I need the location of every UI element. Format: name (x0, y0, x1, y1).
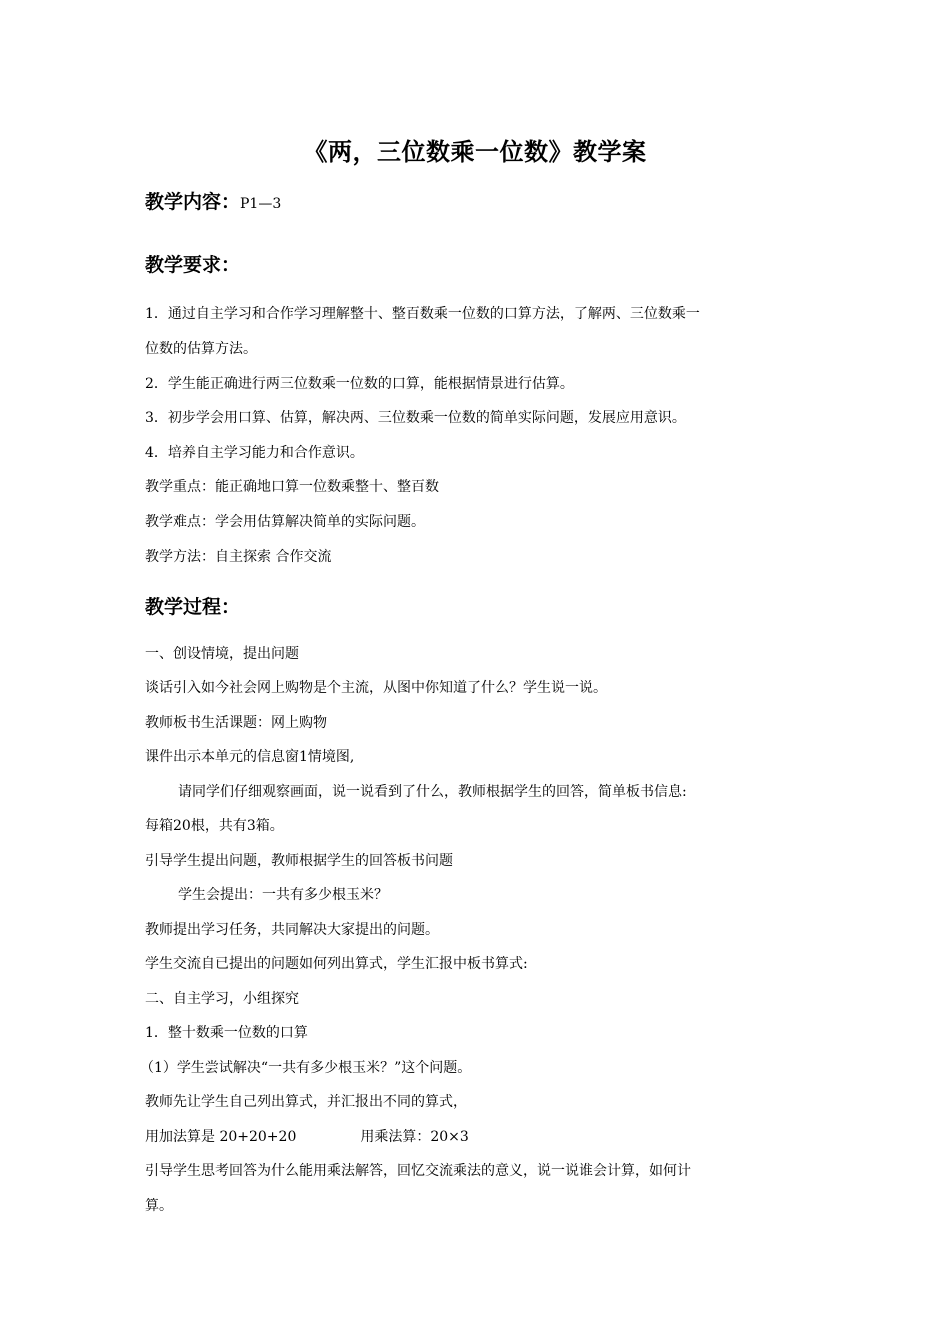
requirements-heading: 教学要求： (145, 254, 241, 276)
teaching-method: 教学方法：自主探索 合作交流 (145, 549, 332, 565)
requirement-item-2: 2．学生能正确进行两三位数乘一位数的口算，能根据情景进行估算。 (145, 376, 574, 392)
teaching-content-label: 教学内容： (145, 191, 241, 213)
process-line: 请同学们仔细观察画面，说一说看到了什么，教师根据学生的回答，简单板书信息: (178, 784, 687, 800)
formula-line (145, 1125, 469, 1149)
process-line: 一、创设情境，提出问题 (145, 646, 299, 662)
process-line: 学生会提出：一共有多少根玉米？ (178, 887, 388, 903)
teaching-content (145, 188, 281, 218)
process-line: 教师先让学生自己列出算式，并汇报出不同的算式， (145, 1094, 467, 1110)
requirement-item-1: 1．通过自主学习和合作学习理解整十、整百数乘一位数的口算方法，了解两、三位数乘一 (145, 306, 700, 322)
closing-line: 引导学生思考回答为什么能用乘法解答，回忆交流乘法的意义，说一说谁会计算，如何计 (145, 1163, 691, 1179)
process-line: 每箱20根，共有3箱。 (145, 818, 284, 834)
process-line: 引导学生提出问题，教师根据学生的回答板书问题 (145, 853, 453, 869)
requirement-item-1-cont: 位数的估算方法。 (145, 341, 257, 357)
process-line: 教师提出学习任务，共同解决大家提出的问题。 (145, 922, 439, 938)
multiplication-formula: 用乘法算：20×3 (360, 1129, 469, 1145)
process-line: 学生交流自已提出的问题如何列出算式，学生汇报中板书算式: (145, 956, 528, 972)
process-line: 谈话引入如今社会网上购物是个主流，从图中你知道了什么？学生说一说。 (145, 680, 607, 696)
requirement-item-4: 4．培养自主学习能力和合作意识。 (145, 445, 364, 461)
requirement-item-3: 3．初步学会用口算、估算，解决两、三位数乘一位数的简单实际问题，发展应用意识。 (145, 410, 686, 426)
process-line: 教师板书生活课题：网上购物 (145, 715, 327, 731)
process-line: 课件出示本单元的信息窗1情境图, (145, 749, 355, 765)
process-line: 1．整十数乘一位数的口算 (145, 1025, 308, 1041)
closing-line: 算。 (145, 1198, 173, 1214)
page-title: 《两，三位数乘一位数》教学案 (303, 138, 647, 166)
teaching-content-value: P1—3 (240, 196, 282, 212)
difficulty: 教学难点：学会用估算解决简单的实际问题。 (145, 514, 425, 530)
process-line: 二、自主学习，小组探究 (145, 991, 299, 1007)
key-point: 教学重点：能正确地口算一位数乘整十、整百数 (145, 479, 439, 495)
addition-formula: 用加法算是 20+20+20 (145, 1129, 297, 1145)
process-line: （1）学生尝试解决“一共有多少根玉米？”这个问题。 (140, 1060, 472, 1076)
process-heading: 教学过程： (145, 596, 241, 618)
